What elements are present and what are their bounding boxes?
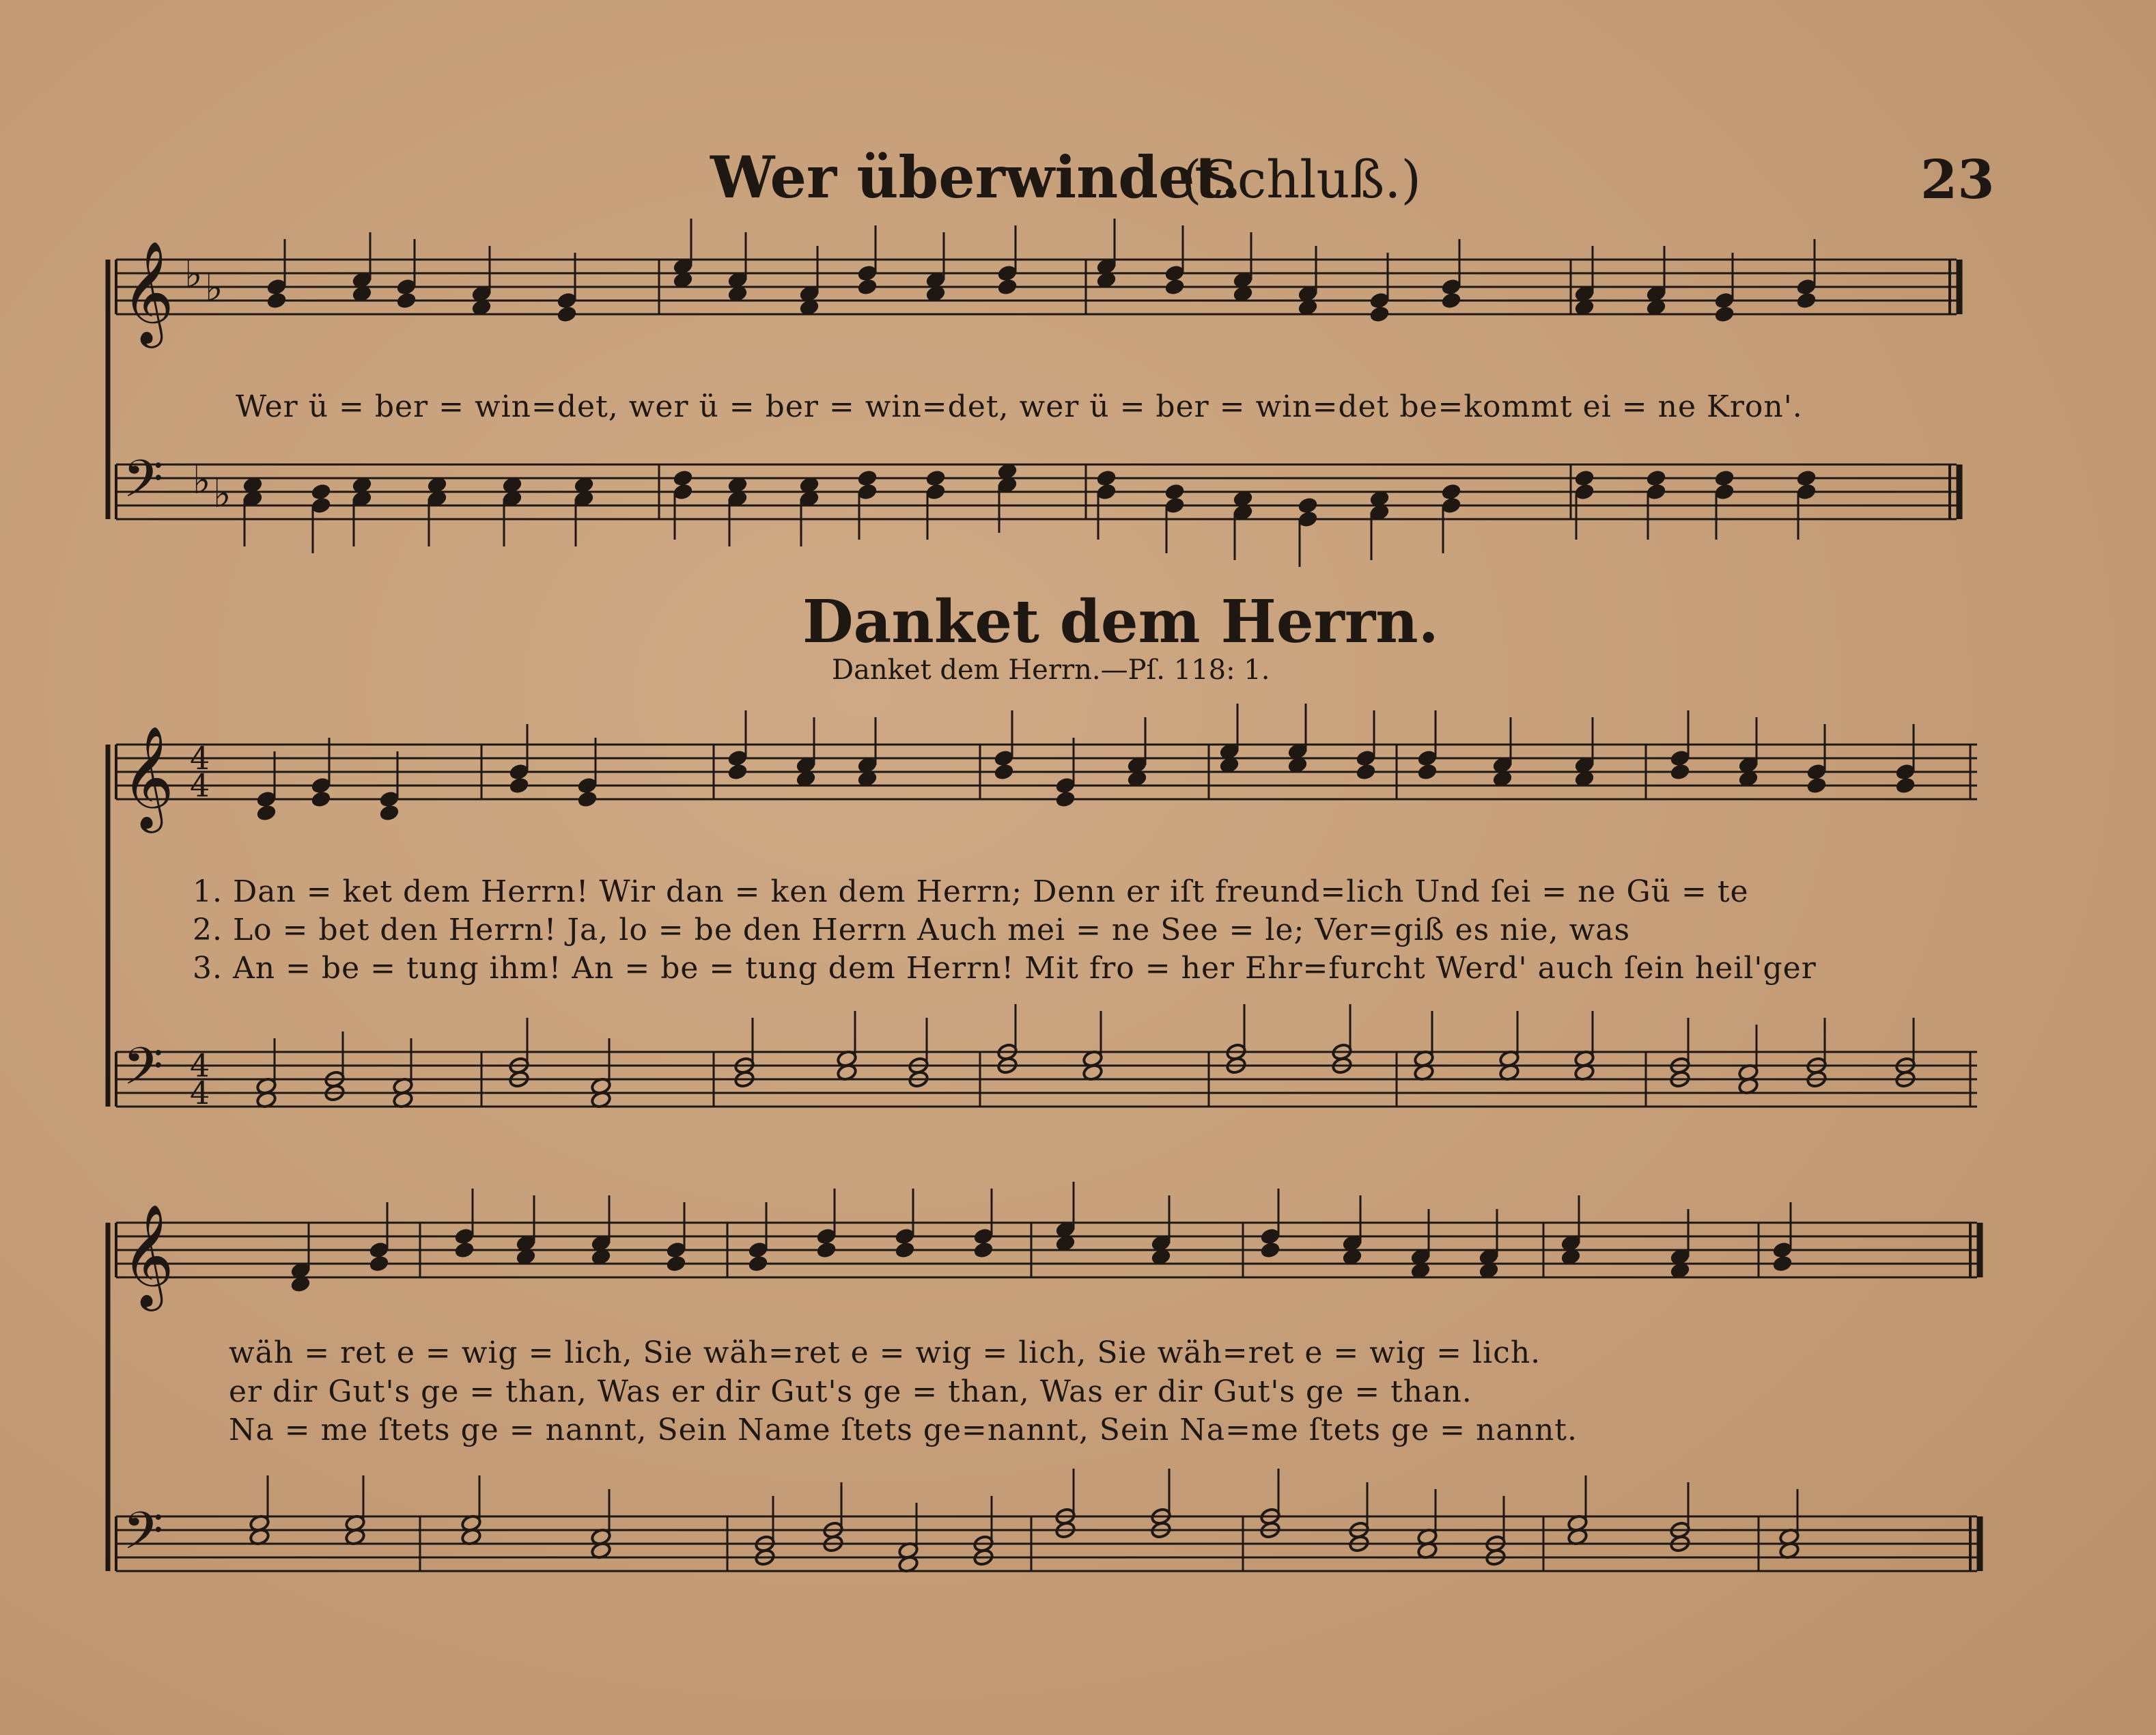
verse-3-line-a: 3. An = be = tung ihm! An = be = tung dem Herrn! Mit fro = her Ehr=furcht Werd' auch ſein heil'ger — [193, 951, 1817, 986]
note-head — [557, 305, 578, 324]
note-head — [369, 1255, 390, 1273]
note-head — [1895, 777, 1916, 795]
note-head — [1369, 305, 1390, 324]
note-head — [1441, 483, 1462, 501]
flat-icon: ♭ — [213, 472, 232, 516]
note-head — [1298, 497, 1319, 515]
note-head — [1441, 292, 1462, 310]
note-head — [1772, 1255, 1793, 1273]
hymn1-treble-staff — [116, 260, 1959, 314]
note-head — [1646, 469, 1667, 488]
note-head — [1670, 763, 1691, 781]
note-head — [509, 777, 530, 795]
note-head — [816, 1241, 837, 1260]
note-head — [1714, 469, 1735, 488]
time-signature: 4 — [190, 740, 210, 777]
note-head — [311, 790, 332, 809]
verse-3-line-b: Na = me ſtets ge = nannt, Sein Name ſtets ge=nannt, Sein Na=me ſtets ge = nannt. — [229, 1413, 1578, 1447]
verse-1-line-b: wäh = ret e = wig = lich, Sie wäh=ret e = wig = lich, Sie wäh=ret e = wig = lich. — [229, 1335, 1541, 1370]
hymn2-treble-staff-2 — [116, 1223, 1980, 1277]
hymn2-treble-staff-1 — [116, 745, 1977, 799]
note-head — [454, 1241, 475, 1260]
bass-clef-icon: 𝄢 — [123, 1501, 164, 1574]
treble-clef-icon: 𝄞 — [122, 725, 174, 829]
note-head — [666, 1255, 687, 1273]
time-signature: 4 — [190, 1047, 210, 1084]
note-head — [1164, 278, 1186, 296]
note-head — [727, 763, 748, 781]
hymn1-lyric-line: Wer ü = ber = win=det, wer ü = ber = win=det, wer ü = ber = win=det be=kommt ei = ne Kron'. — [236, 389, 1803, 424]
note-head — [857, 278, 878, 296]
bass-clef-icon: 𝄢 — [123, 449, 164, 522]
note-head — [1096, 469, 1117, 488]
hymn1-bass-staff — [116, 464, 1959, 519]
note-head — [1260, 1241, 1281, 1260]
note-head — [748, 1255, 769, 1273]
note-head — [379, 804, 400, 822]
note-head — [1356, 763, 1377, 781]
note-head — [673, 469, 694, 488]
hymn-title: Wer überwindet. — [710, 143, 1242, 211]
note-head — [1055, 790, 1076, 809]
note-head — [994, 763, 1015, 781]
time-signature: 4 — [190, 767, 210, 804]
page-number: 23 — [1920, 149, 1995, 211]
note-head — [1714, 305, 1735, 324]
note-head — [266, 292, 288, 310]
note-head — [857, 469, 878, 488]
note-head — [1796, 469, 1817, 488]
hymn2-title: Danket dem Herrn. — [802, 587, 1439, 656]
hymn2-scripture-reference: Danket dem Herrn.—Pſ. 118: 1. — [832, 654, 1270, 686]
note-head — [925, 469, 947, 488]
note-head — [396, 292, 417, 310]
note-head — [1164, 483, 1186, 501]
flat-icon: ♭ — [205, 266, 223, 310]
note-head — [1574, 469, 1595, 488]
verse-2-line-a: 2. Lo = bet den Herrn! Ja, lo = be den Herrn Auch mei = ne See = le; Ver=giß es nie, was — [193, 913, 1631, 947]
note-head — [1806, 777, 1828, 795]
time-signature: 4 — [190, 1074, 210, 1111]
flat-icon: ♭ — [184, 252, 203, 296]
note-head — [895, 1241, 916, 1260]
note-head — [256, 804, 277, 822]
note-head — [577, 790, 598, 809]
flat-icon: ♭ — [193, 458, 211, 503]
verse-2-line-b: er dir Gut's ge = than, Was er dir Gut's ge = than, Was er dir Gut's ge = than. — [229, 1374, 1472, 1409]
note-head — [997, 278, 1018, 296]
hymn-title-suffix: (Schluß.) — [1181, 149, 1422, 210]
verse-1-line-a: 1. Dan = ket dem Herrn! Wir dan = ken dem Herrn; Denn er iſt freund=lich Und ſei = ne Gü = te — [193, 874, 1749, 909]
hymn2-bass-staff-2 — [116, 1516, 1980, 1571]
treble-clef-icon: 𝄞 — [122, 240, 174, 344]
note-head — [973, 1241, 994, 1260]
bass-clef-icon: 𝄢 — [123, 1036, 164, 1109]
treble-clef-icon: 𝄞 — [122, 1203, 174, 1307]
note-head — [311, 483, 332, 501]
note-head — [1796, 292, 1817, 310]
note-head — [1417, 763, 1438, 781]
